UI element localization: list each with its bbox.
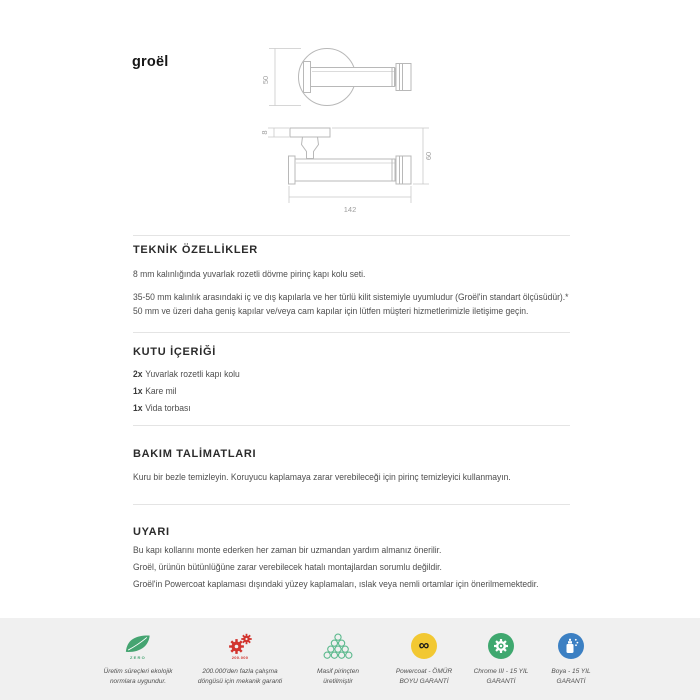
badge-caption-line: Boya - 15 YIL <box>551 668 591 675</box>
technical-paragraph-1: 8 mm kalınlığında yuvarlak rozetli dövme pirinç kapı kolu seti. <box>133 269 366 280</box>
technical-drawing <box>255 40 455 220</box>
dim-label-142: 142 <box>343 205 357 214</box>
brand-logo: groël <box>132 54 169 70</box>
eco-badge <box>88 630 188 687</box>
dim-label-8: 8 <box>260 130 269 135</box>
box-item <box>133 387 526 397</box>
section-heading-box-contents: KUTU İÇERİĞİ <box>133 346 216 358</box>
box-item-qty: 1x <box>133 386 143 397</box>
section-technical <box>133 244 570 319</box>
dim-label-50: 50 <box>261 75 270 85</box>
side-view-drawing <box>289 128 412 184</box>
gears-icon-label: 200.000 <box>231 654 249 660</box>
mechanical-warranty-badge <box>183 630 297 687</box>
leaf-icon-label: ZERO <box>130 654 146 660</box>
leaf-icon <box>124 633 152 654</box>
gears-icon <box>227 633 254 654</box>
badge-caption-line: GARANTİ <box>556 678 586 686</box>
certifications-footer <box>0 618 700 700</box>
spray-can-icon <box>558 633 584 659</box>
badge-caption-line: normlara uygundur. <box>109 678 167 686</box>
badge-caption-line: Üretim süreçleri ekolojik <box>103 668 173 675</box>
badge-caption-line: BOYU GARANTİ <box>399 678 449 686</box>
divider <box>133 332 570 333</box>
warning-line: Groël, ürünün bütünlüğüne zarar verebilecek hatalı montajlardan sorumlu değildir. <box>133 562 442 573</box>
chrome-gear-icon <box>488 633 514 659</box>
paint-warranty-badge <box>530 630 612 687</box>
badge-caption-line: Chrome III - 15 YIL <box>473 668 529 675</box>
brass-rods-icon <box>322 633 354 660</box>
box-item-qty: 1x <box>133 403 143 414</box>
section-heading-warning: UYARI <box>133 526 170 538</box>
dim-line-142 <box>289 186 411 203</box>
section-heading-technical: TEKNİK ÖZELLİKLER <box>133 244 258 256</box>
box-item-label: Vida torbası <box>145 403 191 414</box>
infinity-glyph: ∞ <box>418 636 430 654</box>
care-paragraph: Kuru bir bezle temizleyin. Koruyucu kaplamaya zarar verebileceği için pirinç temizleyici kullanmayın. <box>133 472 511 483</box>
badge-caption-line: üretilmiştir <box>323 678 353 686</box>
dim-line-8 <box>268 128 289 137</box>
technical-paragraph-2-line-2: 50 mm ve üzeri daha geniş kapılar ve/veya cam kapılar için lütfen müşteri hizmetlerimizle iletişime geçin. <box>133 306 529 317</box>
section-care <box>133 448 570 485</box>
front-view-drawing <box>299 49 412 106</box>
solid-brass-badge <box>296 630 380 687</box>
badge-caption-line: döngüsü için mekanik garanti <box>197 678 283 686</box>
warning-line: Bu kapı kollarını monte ederken her zaman bir uzmandan yardım almanız önerilir. <box>133 545 442 556</box>
badge-caption-line: 200.000'den fazla çalışma <box>202 668 278 675</box>
section-box-contents <box>133 346 570 414</box>
dim-label-60: 60 <box>424 151 433 161</box>
section-heading-care: BAKIM TALİMATLARI <box>133 448 257 460</box>
box-item-label: Kare mil <box>145 386 177 397</box>
box-item-qty: 2x <box>133 369 143 380</box>
box-item <box>133 370 526 380</box>
warning-line: Groël'in Powercoat kaplaması dışındaki yüzey kaplamaları, ıslak veya nemli ortamlar için önerilmemektedir. <box>133 579 539 590</box>
infinity-icon <box>411 633 437 659</box>
badge-caption-line: Masif pirinçten <box>317 668 359 675</box>
badge-caption-line: Powercoat - ÖMÜR <box>395 668 453 675</box>
box-item <box>133 404 526 414</box>
box-item-label: Yuvarlak rozetli kapı kolu <box>145 369 240 380</box>
divider <box>133 235 570 236</box>
divider <box>133 504 570 505</box>
section-warning <box>133 526 570 592</box>
powercoat-badge <box>378 630 470 687</box>
dim-line-50 <box>269 49 301 106</box>
badge-caption-line: GARANTİ <box>486 678 516 686</box>
divider <box>133 425 570 426</box>
technical-paragraph-2-line-1: 35-50 mm kalınlık arasındaki iç ve dış kapılarla ve her türlü kilit sistemiyle uyumludur (Groël'in standart ölçüsüdür).* <box>133 292 569 303</box>
